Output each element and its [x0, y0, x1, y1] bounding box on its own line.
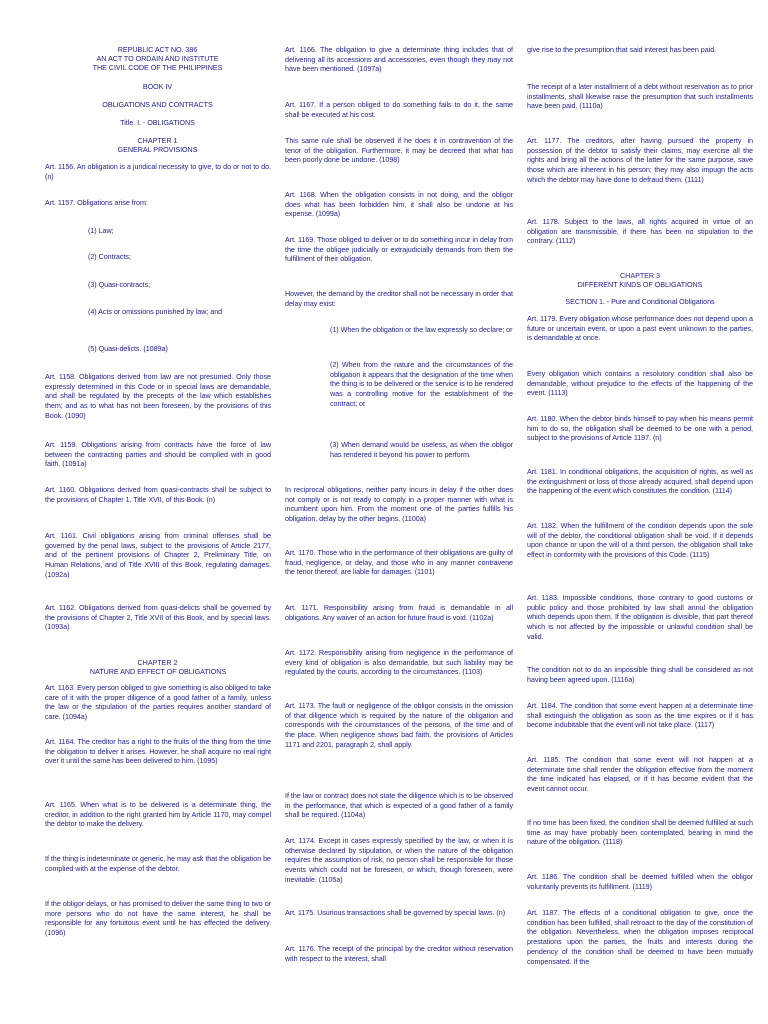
article-1173-paragraph-2: If the law or contract does not state the diligence which is to be observed in the performance, that which is expected of a good father of a family shall be required. (1104a) — [285, 791, 513, 820]
article-1176-continued: give rise to the presumption that said interest has been paid. — [527, 45, 717, 54]
article-1165: Art. 1165. When what is to be delivered is a determinate thing, the creditor, in addition to the right granted him by Article 1170, may compel the debtor to make the delivery. — [45, 800, 271, 829]
chapter-2-title: NATURE AND EFFECT OF OBLIGATIONS — [89, 667, 227, 676]
list-item-acts-omissions: (4) Acts or omissions punished by law; and — [88, 307, 223, 316]
article-1170: Art. 1170. Those who in the performance of their obligations are guilty of fraud, negligence, or delay, and those who in any manner contravene the tenor thereof, are liable for damages. (1101) — [285, 548, 513, 577]
article-1185-paragraph-2: If no time has been fixed, the condition shall be deemed fulfilled at such time as may have probably been contemplated, bearing in mind the nature of the obligation. (1118) — [527, 818, 753, 847]
article-1187: Art. 1187. The effects of a conditional obligation to give, once the condition has been fulfilled, shall retroact to the day of the constitution of the obligation. Nevertheless, when the obligation imposes reciprocal prestations upon the parties, the fruits and interests during the pendency of the condition shall be deemed to have been mutually compensated. If the — [527, 908, 753, 966]
act-header-line-1: REPUBLIC ACT NO. 386 — [117, 45, 198, 54]
article-1163: Art. 1163. Every person obliged to give something is also obliged to take care of it with the proper diligence of a good father of a family, unless the law or the stipulation of the parties requires another standard of care. (1094a) — [45, 683, 271, 722]
article-1157: Art. 1157. Obligations arise from: — [45, 198, 148, 207]
article-1173: Art. 1173. The fault or negligence of the obligor consists in the omission of that diligence which is required by the nature of the obligation and corresponds with the circumstances of the persons, of the time and of the place. When negligence shows bad faith, the provisions of Articles 1171 and 2201, paragraph 2, shall apply. — [285, 701, 513, 749]
article-1158: Art. 1158. Obligations derived from law are not presumed. Only those expressly determined in this Code or in special laws are demandable, and shall be regulated by the precepts of the law which establishes them; and as to what has not been foreseen, by the provisions of this Book. (1090) — [45, 372, 271, 420]
article-1156: Art. 1156. An obligation is a juridical necessity to give, to do or not to do. (n) — [45, 162, 271, 181]
article-1165-paragraph-3: If the obligor delays, or has promised to deliver the same thing to two or more persons who do not have the same interest, he shall be responsible for any fortuitous event until he has effected the delivery. (1096) — [45, 899, 271, 938]
article-1167: Art. 1167. If a person obliged to do something fails to do it, the same shall be executed at his cost. — [285, 100, 513, 119]
act-header-line-3: THE CIVIL CODE OF THE PHILIPPINES — [92, 63, 223, 72]
chapter-2-heading: CHAPTER 2 — [137, 658, 178, 667]
article-1172: Art. 1172. Responsibility arising from negligence in the performance of every kind of obligation is also demandable, but such liability may be regulated by the courts, according to the circumstances. (1103) — [285, 648, 513, 677]
article-1166: Art. 1166. The obligation to give a determinate thing includes that of delivering all its accessions and accessories, even though they may not have been mentioned. (1097a) — [285, 45, 513, 74]
article-1169-paragraph-3: In reciprocal obligations, neither party incurs in delay if the other does not comply or is not ready to comply in a proper manner with what is incumbent upon him. From the moment one of the parties fulfills his obligation, delay by the other begins. (1100a) — [285, 485, 513, 524]
article-1161: Art. 1161. Civil obligations arising from criminal offenses shall be governed by the penal laws, subject to the provisions of Article 2177, and of the pertinent provisions of Chapter 2, Preliminary Title, on Human Relations, and of Title XVIII of this Book, regulating damages. (1092a) — [45, 531, 271, 579]
list-item-law: (1) Law; — [88, 226, 114, 235]
act-header-line-2: AN ACT TO ORDAIN AND INSTITUTE — [96, 54, 219, 63]
article-1169: Art. 1169. Those obliged to deliver or to do something incur in delay from the time the obligee judicially or extrajudicially demands from them the fulfillment of their obligation. — [285, 235, 513, 264]
article-1176: Art. 1176. The receipt of the principal by the creditor without reservation with respect to the interest, shall — [285, 944, 513, 963]
list-item-contracts: (2) Contracts; — [88, 252, 131, 261]
list-item-quasi-contracts: (3) Quasi-contracts; — [88, 280, 151, 289]
chapter-1-title: GENERAL PROVISIONS — [117, 145, 198, 154]
article-1179-paragraph-2: Every obligation which contains a resolutory condition shall also be demandable, without prejudice to the effects of the happening of the event. (1113) — [527, 369, 753, 398]
article-1179: Art. 1179. Every obligation whose performance does not depend upon a future or uncertain event, or upon a past event unknown to the parties, is demandable at once. — [527, 314, 753, 343]
chapter-3-title: DIFFERENT KINDS OF OBLIGATIONS — [577, 280, 703, 289]
article-1164: Art. 1164. The creditor has a right to the fruits of the thing from the time the obligation to deliver it arises. However, he shall acquire no real right over it until the same has been delivered to him. (1095) — [45, 737, 271, 766]
article-1169-item-2: (2) When from the nature and the circumstances of the obligation it appears that the designation of the time when the thing is to be delivered or the service is to be rendered was a controlling motive for the establishment of the contract; or — [330, 360, 513, 408]
section-1-heading: SECTION 1. - Pure and Conditional Obligations — [565, 297, 715, 306]
article-1174: Art. 1174. Except in cases expressly specified by the law, or when it is otherwise declared by stipulation, or when the nature of the obligation requires the assumption of risk, no person shall be responsible for those events which could not be foreseen, or which, though foreseen, were inevitable. (1105a) — [285, 836, 513, 884]
article-1180: Art. 1180. When the debtor binds himself to pay when his means permit him to do so, the obligation shall be deemed to be one with a period, subject to the provisions of Article 1197. (n) — [527, 414, 753, 443]
book-title: OBLIGATIONS AND CONTRACTS — [102, 100, 213, 109]
article-1183-paragraph-2: The condition not to do an impossible thing shall be considered as not having been agreed upon. (1116a) — [527, 665, 753, 684]
article-1184: Art. 1184. The condition that some event happen at a determinate time shall extinguish the obligation as soon as the time expires or if it has become indubitable that the event will not take place. (1117) — [527, 701, 753, 730]
article-1176-paragraph-2: The receipt of a later installment of a debt without reservation as to prior installments, shall likewise raise the presumption that such installments have been paid. (1110a) — [527, 82, 753, 111]
article-1186: Art. 1186. The condition shall be deemed fulfilled when the obligor voluntarily prevents its fulfillment. (1119) — [527, 872, 753, 891]
article-1169-item-1: (1) When the obligation or the law expressly so declare; or — [330, 325, 513, 334]
book-heading: BOOK IV — [142, 82, 173, 91]
article-1162: Art. 1162. Obligations derived from quasi-delicts shall be governed by the provisions of Chapter 2, Title XVII of this Book, and by special laws. (1093a) — [45, 603, 271, 632]
article-1168: Art. 1168. When the obligation consists in not doing, and the obligor does what has been forbidden him, it shall also be undone at his expense. (1099a) — [285, 190, 513, 219]
article-1177: Art. 1177. The creditors, after having pursued the property in possession of the debtor to satisfy their claims, may exercise all the rights and bring all the actions of the latter for the same purpose, save those which are inherent in his person; they may also impugn the acts which the debtor may have done to defraud them. (1111) — [527, 136, 753, 184]
article-1169-paragraph-2: However, the demand by the creditor shall not be necessary in order that delay may exist: — [285, 289, 513, 308]
article-1183: Art. 1183. Impossible conditions, those contrary to good customs or public policy and those prohibited by law shall annul the obligation which depends upon them. If the obligation is divisible, that part thereof which is not affected by the impossible or unlawful condition shall be valid. — [527, 593, 753, 641]
article-1182: Art. 1182. When the fulfillment of the condition depends upon the sole will of the debtor, the conditional obligation shall be void. If it depends upon chance or upon the will of a third person, the obligation shall take effect in conformity with the provisions of this Code. (1115) — [527, 521, 753, 560]
article-1181: Art. 1181. In conditional obligations, the acquisition of rights, as well as the extinguishment or loss of those already acquired, shall depend upon the happening of the event which constitutes the condition. (1114) — [527, 467, 753, 496]
title-heading: Title. I. - OBLIGATIONS — [120, 118, 195, 127]
article-1165-paragraph-2: If the thing is indeterminate or generic, he may ask that the obligation be complied with at the expense of the debtor. — [45, 854, 271, 873]
article-1171: Art. 1171. Responsibility arising from fraud is demandable in all obligations. Any waiver of an action for future fraud is void. (1102a) — [285, 603, 513, 622]
article-1185: Art. 1185. The condition that some event will not happen at a determinate time shall render the obligation effective from the moment the time indicated has elapsed, or if it has become evident that the event cannot occur. — [527, 755, 753, 794]
article-1178: Art. 1178. Subject to the laws, all rights acquired in virtue of an obligation are transmissible, if there has been no stipulation to the contrary. (1112) — [527, 217, 753, 246]
article-1175: Art. 1175. Usurious transactions shall be governed by special laws. (n) — [285, 908, 506, 917]
article-1167-paragraph-2: This same rule shall be observed if he does it in contravention of the tenor of the obligation. Furthermore, it may be decreed that what has been poorly done be undone. (1098) — [285, 136, 513, 165]
article-1159: Art. 1159. Obligations arising from contracts have the force of law between the contracting parties and should be complied with in good faith. (1091a) — [45, 440, 271, 469]
article-1160: Art. 1160. Obligations derived from quasi-contracts shall be subject to the provisions of Chapter 1, Title XVII, of this Book. (n) — [45, 485, 271, 504]
article-1169-item-3: (3) When demand would be useless, as when the obligor has rendered it beyond his power to perform. — [330, 440, 513, 459]
chapter-3-heading: CHAPTER 3 — [620, 271, 660, 280]
chapter-1-heading: CHAPTER 1 — [137, 136, 178, 145]
list-item-quasi-delicts: (5) Quasi-delicts. (1089a) — [88, 344, 168, 353]
